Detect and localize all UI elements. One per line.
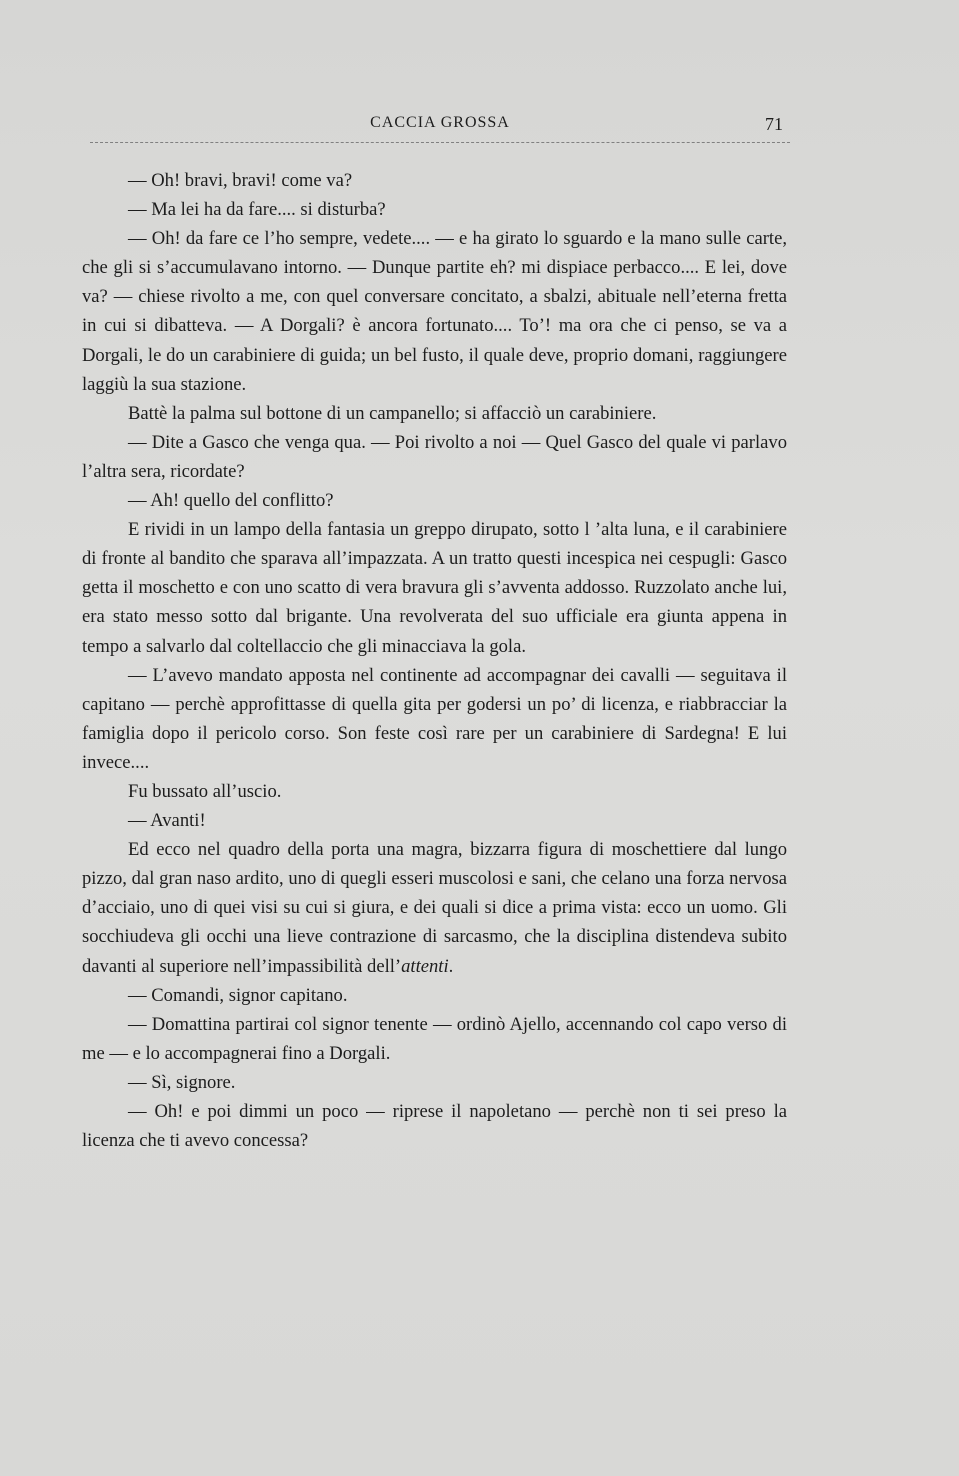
paragraph: E rividi in un lampo della fantasia un greppo dirupato, sotto l ’alta luna, e il carabiniere di fronte al bandito che sparava all’impazzata. A un tratto questi incespica nei cespugli: Gasco getta il moschetto e con uno scatto di vera bravura gli s’avventa addosso. Ruzzolato anche lui, era stato messo sotto dal brigante. Una revolverata del suo ufficiale era giunta appena in tempo a salvarlo dal coltellaccio che gli minacciava la gola. xyxy=(82,519,787,657)
paragraph-attenti xyxy=(82,835,787,980)
paragraph: — Oh! da fare ce l’ho sempre, vedete.... — e ha girato lo sguardo e la mano sulle carte, che gli si s’accumulavano intorno. — Dunque partite eh? mi dispiace perbacco.... E lei, dove va? — chiese rivolto a me, con quel conversare concitato, a sbalzi, abituale nell’eterna fretta in cui si dibatteva. — A Dorgali? è ancora fortunato.... To’! ma ora che ci penso, se va a Dorgali, le do un carabiniere di guida; un bel fusto, il quale deve, proprio domani, raggiungere laggiù la sua stazione. xyxy=(82,228,787,395)
paragraph: — Dite a Gasco che venga qua. — Poi rivolto a noi — Quel Gasco del quale vi parlavo l’altra sera, ricordate? xyxy=(82,431,787,482)
paragraph: — Ma lei ha da fare.... si disturba? xyxy=(128,199,386,221)
page-number: 71 xyxy=(765,114,783,134)
paragraph: Battè la palma sul bottone di un campanello; si affacciò un carabiniere. xyxy=(128,402,657,424)
body-text xyxy=(82,166,787,1155)
paragraph: — Avanti! xyxy=(128,810,206,832)
running-title: CACCIA GROSSA xyxy=(370,114,510,131)
paragraph: — L’avevo mandato apposta nel continente ad accompagnar dei cavalli — seguitava il capitano — perchè approfittasse di quella gita per godersi un po’ di licenza, e riabbracciar la famiglia dopo il pericolo corso. Son feste così rare per un carabiniere di Sardegna! E lui invece.... xyxy=(82,664,787,773)
header-rule xyxy=(90,142,790,147)
paragraph: — Oh! bravi, bravi! come va? xyxy=(128,170,353,191)
paragraph: — Oh! e poi dimmi un poco — riprese il napoletano — perchè non ti sei preso la licenza che ti avevo concessa? xyxy=(82,1101,787,1152)
paragraph: Fu bussato all’uscio. xyxy=(128,780,282,802)
paragraph: — Sì, signore. xyxy=(128,1071,236,1093)
paragraph: — Comandi, signor capitano. xyxy=(128,984,348,1006)
paragraph-attenti-end: . xyxy=(448,955,454,977)
paragraph: — Ah! quello del conflitto? xyxy=(128,490,334,512)
attenti-italic: attenti xyxy=(401,955,449,977)
paragraph-attenti-text: Ed ecco nel quadro della porta una magra, bizzarra figura di moschettiere dal lungo pizzo, dal gran naso ardito, uno di quegli esseri muscolosi e sani, che celano una forza nervosa d’acciaio, uno di quei visi su cui si giura, e dei quali si dice a prima vista: ecco un uomo. Gli socchiudeva gli occhi una lieve contrazione di sarcasmo, che la disciplina distendeva subito davanti al superiore nell’impassibilità dell’ xyxy=(82,839,787,977)
running-head xyxy=(0,110,959,140)
paragraph: — Domattina partirai col signor tenente — ordinò Ajello, accennando col capo verso di me — e lo accompagnerai fino a Dorgali. xyxy=(82,1013,787,1064)
